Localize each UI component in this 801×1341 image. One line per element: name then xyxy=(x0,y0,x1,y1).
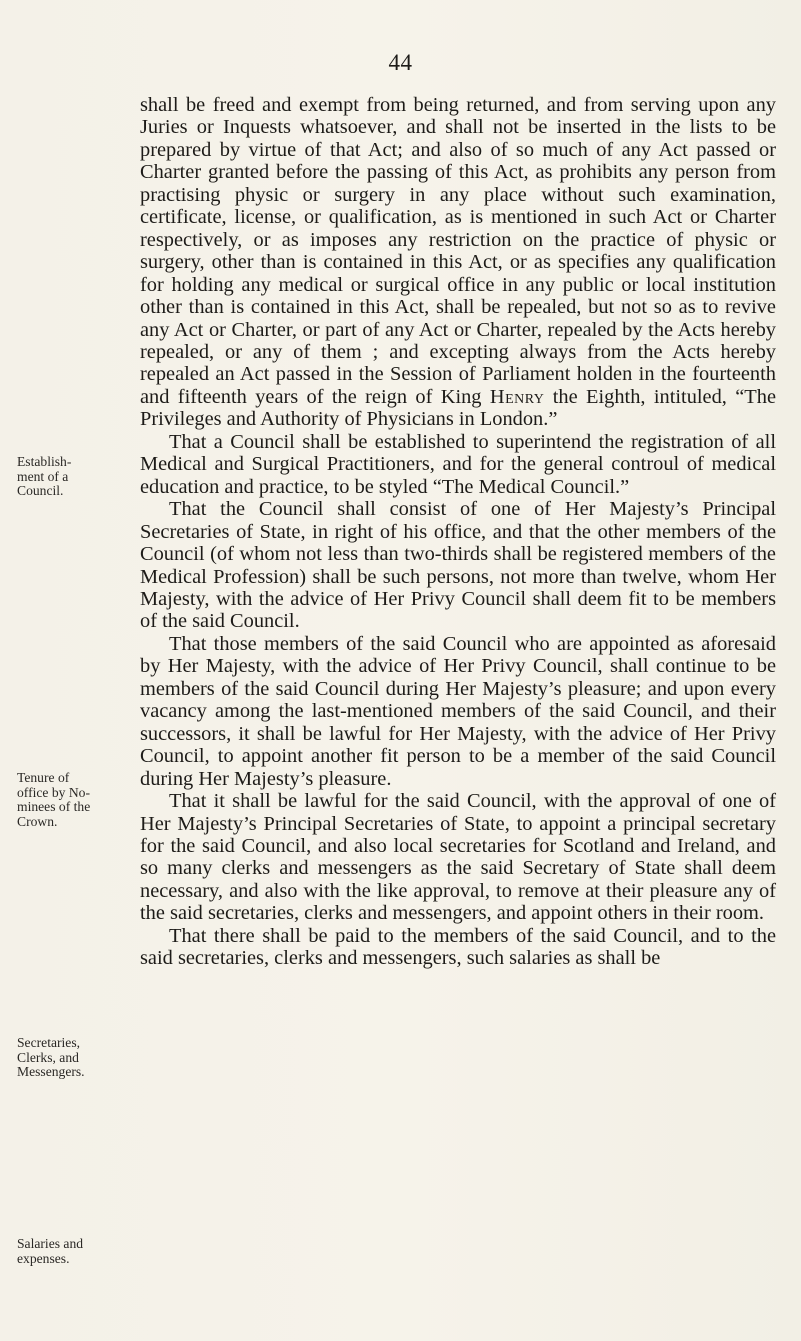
margin-note-line: Secretaries, xyxy=(17,1035,81,1050)
margin-note-line: expenses. xyxy=(17,1250,70,1266)
paragraph-secretaries xyxy=(140,790,776,925)
margin-note-tenure xyxy=(17,771,99,829)
margin-note-line: Salaries and xyxy=(17,1236,84,1251)
margin-note-line: Crown. xyxy=(17,813,58,829)
text-run: That the Council shall consist of one of Her Majesty’s Principal Secretaries of State, in right of his office, and that the other members of the Council (of whom not less than two-thirds shall be registered members of the Medical Profession) shall be such persons, not more than twelve, whom Her Majesty, with the advice of Her Privy Council shall deem fit to be members of the said Council. xyxy=(140,498,776,633)
text-run: That those members of the said Council who are appointed as aforesaid by Her Majesty, with the advice of Her Privy Council, shall continue to be members of the said Council during Her Majesty’s pleasure; and upon every vacancy among the last-mentioned members of the said Council, and their successors, it shall be lawful for Her Majesty, with the advice of Her Privy Council, to appoint another fit person to be a member of the said Council during Her Majesty’s pleasure. xyxy=(140,632,776,790)
margin-note-line: Establish- xyxy=(17,454,72,469)
margin-note-line: ment of a xyxy=(17,468,69,484)
paragraph-composition xyxy=(140,498,776,633)
margin-note-line: Clerks, and xyxy=(17,1049,79,1065)
margin-note-secretaries xyxy=(17,1036,99,1080)
paragraph-tenure xyxy=(140,633,776,790)
paragraph-continuation xyxy=(140,94,776,431)
text-run: That it shall be lawful for the said Council, with the approval of one of Her Majesty’s Principal Secretaries of State, to appoint a principal secretary for the said Council, and also local secretaries for Scotland and Ireland, and so many clerks and messengers as the said Secretary of State shall deem necessary, and also with the like approval, to remove at their pleasure any of the said secretaries, clerks and messengers, and appoint others in their room. xyxy=(140,790,776,925)
page-number: 44 xyxy=(388,50,413,75)
text-run: That there shall be paid to the members of the said Council, and to the said secretaries, clerks and messengers, such salaries as shall be xyxy=(140,924,776,970)
body-text xyxy=(140,94,776,970)
paragraph-council xyxy=(140,431,776,498)
text-run: shall be freed and exempt from being returned, and from serving upon any Juries or Inquests whatsoever, and shall not be inserted in the lists to be prepared by virtue of that Act; and also of so much of any Act passed or Charter granted before the passing of this Act, as prohibits any person from practising physic or surgery in any place without such examination, certificate, license, or qualification, as is mentioned in such Act or Charter respectively, or as imposes any restriction on the practice of physic or surgery, other than is contained in this Act, or as specifies any qualification for holding any medical or surgical office in any public or local institution other than is contained in this Act, shall be repealed, but not so as to revive any Act or Charter, or part of any Act or Charter, repealed by the Acts hereby repealed, or any of them ; and excepting always from the Acts hereby repealed an Act passed in the Session of Parliament holden in the fourteenth and fifteenth years of the reign of King xyxy=(140,94,776,408)
margin-note-line: office by No- xyxy=(17,784,90,800)
margin-note-line: Tenure of xyxy=(17,770,70,785)
margin-note-line: Council. xyxy=(17,483,64,498)
paragraph-salaries xyxy=(140,925,776,970)
text-run: the Eighth, intituled, “The Privileges and Authority of Physicians in London.” xyxy=(140,385,776,431)
margin-note-salaries xyxy=(17,1237,99,1266)
margin-note-establishment xyxy=(17,455,99,499)
margin-note-line: Messengers. xyxy=(17,1064,85,1079)
text-run-small-caps: Henry xyxy=(489,385,545,408)
text-run: That a Council shall be established to superintend the registration of all Medical and Surgical Practitioners, and for the general controul of medical education and practice, to be styled “The Medical Council.” xyxy=(140,430,776,498)
margin-note-line: minees of the xyxy=(17,799,91,814)
